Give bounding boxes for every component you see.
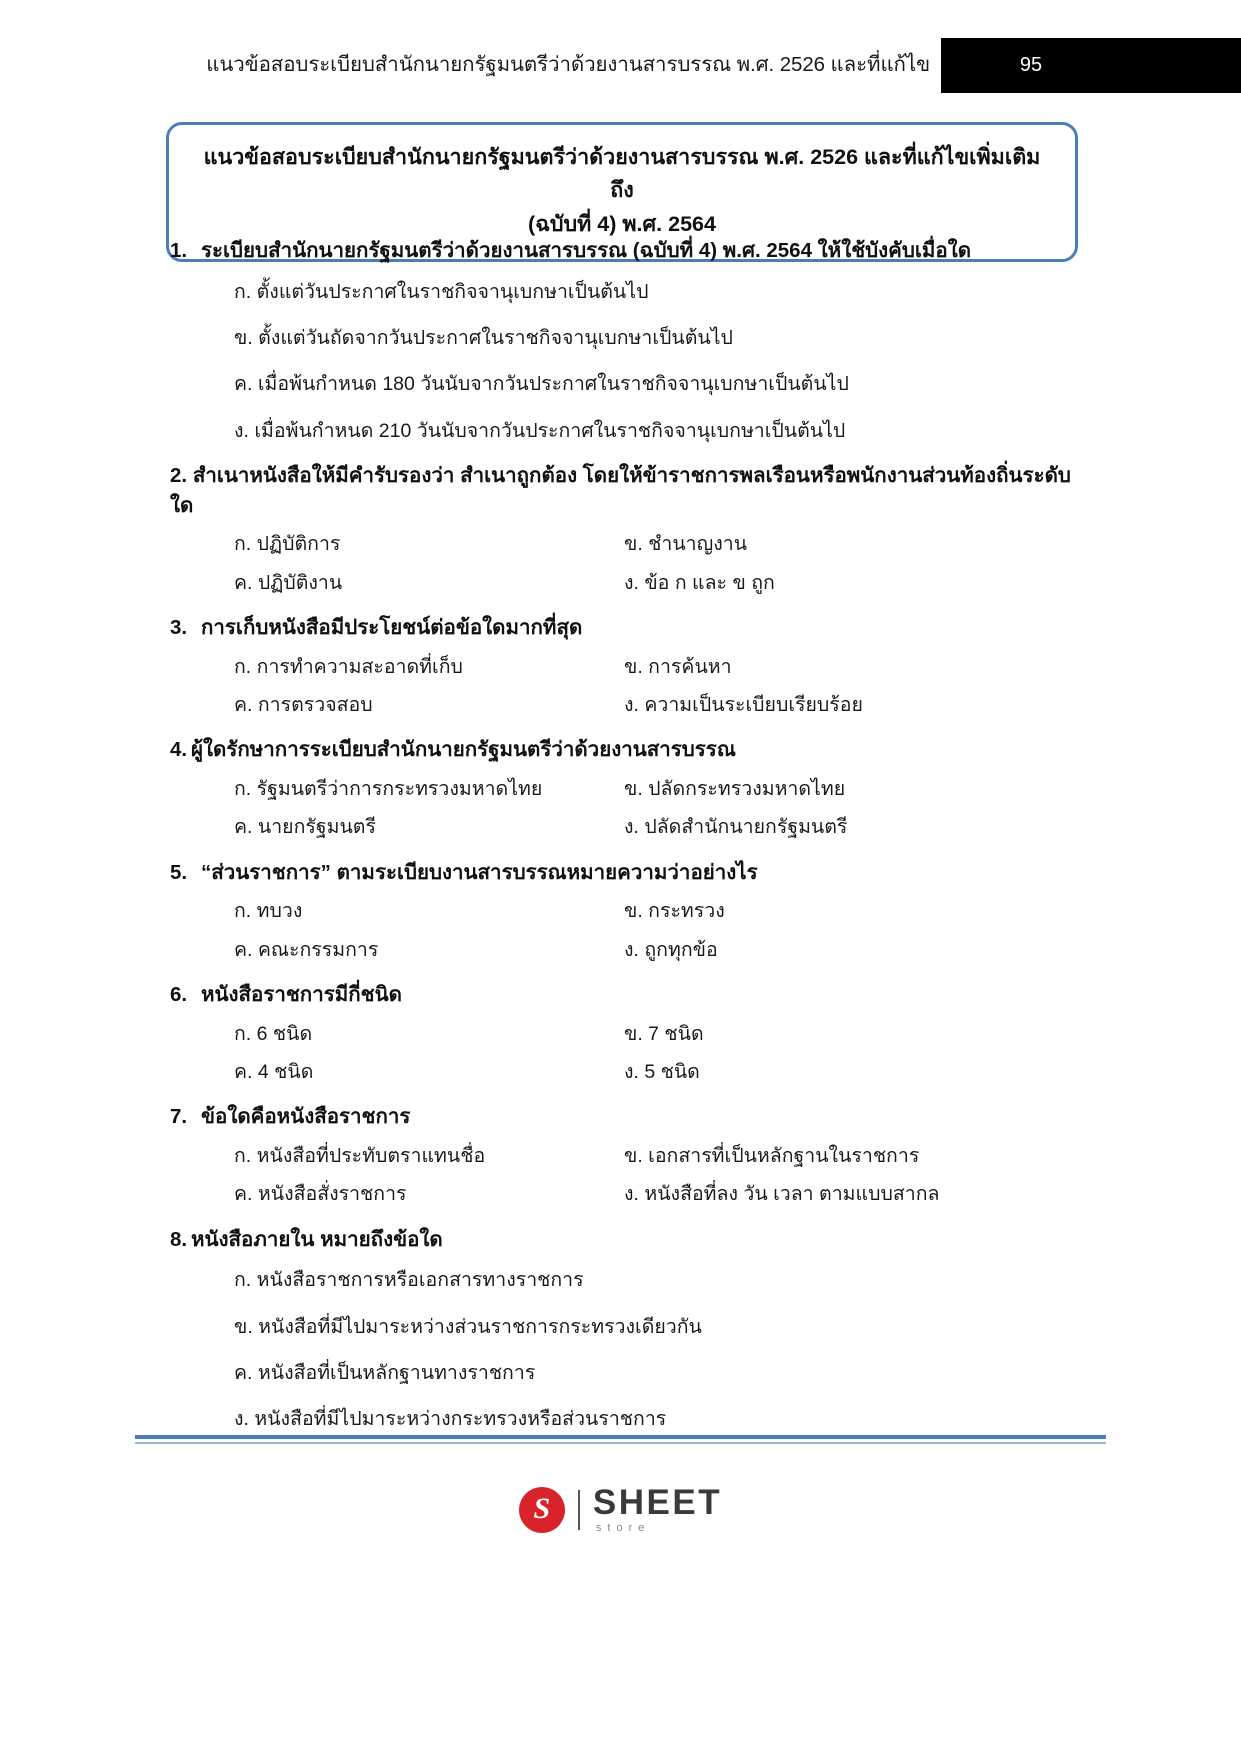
option-d[interactable]: ง. ปลัดสำนักนายกรัฐมนตรี [624,816,848,839]
option-row [168,776,1088,803]
question-heading [168,858,1088,888]
question-text: การเก็บหนังสือมีประโยชน์ต่อข้อใดมากที่สุด [201,615,583,639]
page-number: 95 [1019,54,1043,76]
question-number: 3. [170,615,188,639]
option-list [168,279,1088,445]
option-c[interactable]: ค. 4 ชนิด [234,1060,314,1083]
question-number: 8. [170,1227,188,1251]
option-d[interactable]: ง. 5 ชนิด [624,1060,700,1083]
option-list [168,1267,1088,1433]
option-b[interactable]: ข. ปลัดกระทรวงมหาดไทย [624,777,846,800]
question-item [168,613,1088,719]
option-a[interactable]: ก. ตั้งแต่วันประกาศในราชกิจจานุเบกษาเป็นต้นไป [234,280,649,303]
spacer [168,1211,1088,1225]
option-b[interactable]: ข. หนังสือที่มีไปมาระหว่างส่วนราชการกระทรวงเดียวกัน [234,1315,702,1338]
document-title-line-2: (ฉบับที่ 4) พ.ศ. 2564 [528,211,716,236]
question-heading [168,1225,1088,1255]
option-row [168,692,1088,719]
option-row [168,531,1088,558]
question-number: 7. [170,1105,188,1129]
option-row [168,1181,1088,1208]
option-d[interactable]: ง. หนังสือที่มีไปมาระหว่างกระทรวงหรือส่วนราชการ [234,1408,667,1431]
question-heading [168,735,1088,765]
spacer [168,447,1088,461]
option-b[interactable]: ข. เอกสารที่เป็นหลักฐานในราชการ [624,1144,920,1167]
question-number: 1. [170,239,188,262]
option-a[interactable]: ก. ปฏิบัติการ [234,533,341,556]
spacer [168,721,1088,735]
option-a[interactable]: ก. 6 ชนิด [234,1022,313,1045]
option-b[interactable]: ข. ชำนาญงาน [624,533,748,556]
logo-primary-text: SHEET [592,1483,723,1522]
question-number: 5. [170,860,188,884]
option-row [168,937,1088,964]
question-heading [168,461,1088,520]
question-text: ผู้ใดรักษาการระเบียบสำนักนายกรัฐมนตรีว่าด้วยงานสารบรรณ [191,738,736,762]
footer-divider-thin [135,1442,1106,1444]
sheet-store-logo [0,1485,1241,1534]
option-c[interactable]: ค. คณะกรรมการ [234,938,379,961]
question-number: 4. [170,738,188,762]
option-row [168,1143,1088,1170]
question-text: สำเนาหนังสือให้มีคำรับรองว่า สำเนาถูกต้อง โดยให้ข้าราชการพลเรือนหรือพนักงานส่วนท้องถิ่นระดับใด [170,463,1071,517]
option-b[interactable]: ข. 7 ชนิด [624,1022,704,1045]
option-row [168,654,1088,681]
question-item [168,980,1088,1086]
question-item [168,236,1088,445]
option-b[interactable]: ข. ตั้งแต่วันถัดจากวันประกาศในราชกิจจานุเบกษาเป็นต้นไป [234,327,733,350]
logo-s-badge-icon [519,1487,565,1533]
option-a[interactable]: ก. ทบวง [234,900,303,923]
question-text: “ส่วนราชการ” ตามระเบียบงานสารบรรณหมายความว่าอย่างไร [201,860,758,884]
question-item [168,461,1088,597]
option-a[interactable]: ก. หนังสือที่ประทับตราแทนชื่อ [234,1144,486,1167]
question-text: ข้อใดคือหนังสือราชการ [201,1105,411,1129]
page-header [0,0,1241,100]
question-item [168,1225,1088,1434]
option-row [168,814,1088,841]
option-d[interactable]: ง. ความเป็นระเบียบเรียบร้อย [624,693,863,716]
option-a[interactable]: ก. รัฐมนตรีว่าการกระทรวงมหาดไทย [234,777,543,800]
option-row [168,898,1088,925]
option-b[interactable]: ข. การค้นหา [624,655,732,678]
logo-secondary-text: store [595,1522,651,1534]
option-row [168,570,1088,597]
logo-badge-letter: S [533,1491,551,1525]
option-c[interactable]: ค. เมื่อพ้นกำหนด 180 วันนับจากวันประกาศในราชกิจจานุเบกษาเป็นต้นไป [234,373,849,396]
question-number: 2. [170,463,188,487]
question-text: ระเบียบสำนักนายกรัฐมนตรีว่าด้วยงานสารบรรณ (ฉบับที่ 4) พ.ศ. 2564 ให้ใช้บังคับเมื่อใด [201,239,972,262]
logo-divider [578,1490,580,1530]
logo-wordmark [593,1485,722,1534]
option-c[interactable]: ค. ปฏิบัติงาน [234,571,343,594]
question-number: 6. [170,982,188,1006]
question-item [168,1102,1088,1208]
option-d[interactable]: ง. ถูกทุกข้อ [624,938,718,961]
running-header-title: แนวข้อสอบระเบียบสำนักนายกรัฐมนตรีว่าด้วยงานสารบรรณ พ.ศ. 2526 และที่แก้ไข [206,53,930,76]
footer-divider-thick [135,1435,1106,1439]
question-heading [168,236,1088,266]
option-d[interactable]: ง. เมื่อพ้นกำหนด 210 วันนับจากวันประกาศในราชกิจจานุเบกษาเป็นต้นไป [234,419,846,442]
question-heading [168,613,1088,643]
option-c[interactable]: ค. การตรวจสอบ [234,693,373,716]
document-title-line-1: แนวข้อสอบระเบียบสำนักนายกรัฐมนตรีว่าด้วยงานสารบรรณ พ.ศ. 2526 และที่แก้ไขเพิ่มเติมถึง [203,145,1041,203]
spacer [168,1088,1088,1102]
question-item [168,858,1088,964]
question-heading [168,1102,1088,1132]
option-d[interactable]: ง. ข้อ ก และ ข ถูก [624,571,775,594]
spacer [168,844,1088,858]
option-c[interactable]: ค. หนังสือสั่งราชการ [234,1183,407,1206]
option-a[interactable]: ก. การทำความสะอาดที่เก็บ [234,655,463,678]
spacer [168,599,1088,613]
option-c[interactable]: ค. นายกรัฐมนตรี [234,816,376,839]
question-item [168,735,1088,841]
option-row [168,1059,1088,1086]
question-text: หนังสือราชการมีกี่ชนิด [201,982,402,1006]
page-footer [0,1425,1241,1755]
question-text: หนังสือภายใน หมายถึงข้อใด [191,1227,443,1251]
option-a[interactable]: ก. หนังสือราชการหรือเอกสารทางราชการ [234,1269,584,1292]
question-list [168,236,1088,1435]
option-b[interactable]: ข. กระทรวง [624,900,725,923]
option-row [168,1021,1088,1048]
option-c[interactable]: ค. หนังสือที่เป็นหลักฐานทางราชการ [234,1361,536,1384]
spacer [168,966,1088,980]
question-heading [168,980,1088,1010]
option-d[interactable]: ง. หนังสือที่ลง วัน เวลา ตามแบบสากล [624,1183,940,1206]
